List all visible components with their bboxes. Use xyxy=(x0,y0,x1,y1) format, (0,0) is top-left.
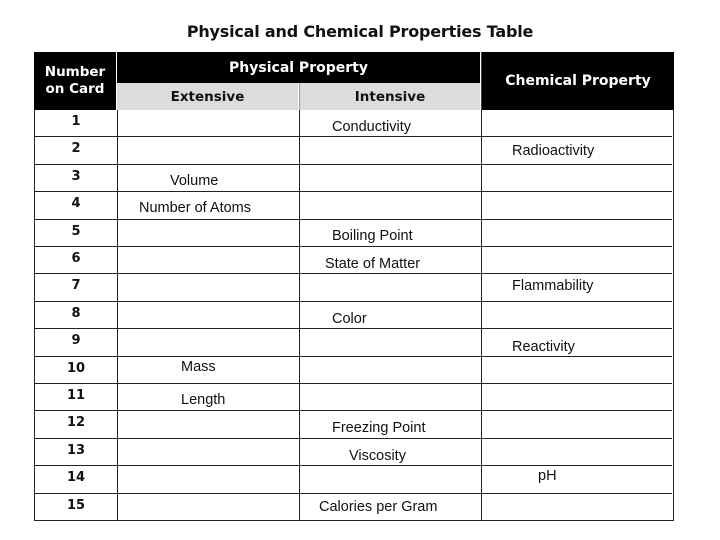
header-extensive-label: Extensive xyxy=(170,88,245,105)
cell-intensive xyxy=(299,439,481,465)
cell-intensive-value: State of Matter xyxy=(325,256,421,272)
cell-intensive xyxy=(299,302,481,328)
cell-intensive-value: Color xyxy=(332,310,367,327)
cell-intensive xyxy=(299,110,481,136)
card-number: 5 xyxy=(71,223,81,239)
cell-intensive xyxy=(299,411,481,437)
header-intensive-label: Intensive xyxy=(354,88,426,105)
cell-extensive xyxy=(117,439,299,465)
cell-extensive xyxy=(117,494,299,521)
cell-chemical xyxy=(481,357,672,383)
card-number: 12 xyxy=(66,415,86,431)
card-number: 14 xyxy=(66,470,86,486)
cell-extensive-value: Volume xyxy=(170,172,219,189)
cell-intensive-value: Freezing Point xyxy=(332,420,426,437)
cell-intensive xyxy=(299,165,481,191)
card-number: 8 xyxy=(71,305,81,321)
table-row xyxy=(35,494,672,521)
header-intensive xyxy=(299,83,480,110)
card-number: 6 xyxy=(71,251,81,266)
table-row xyxy=(35,411,672,438)
cell-extensive xyxy=(117,466,299,492)
table-row xyxy=(35,329,672,356)
cell-chemical-value: pH xyxy=(538,468,557,485)
cell-intensive xyxy=(299,220,481,246)
cell-extensive xyxy=(117,302,299,328)
cell-intensive xyxy=(299,357,481,383)
card-number: 13 xyxy=(66,442,86,458)
cell-extensive xyxy=(117,411,299,437)
table-row xyxy=(35,466,672,493)
table-row xyxy=(35,192,672,219)
cell-intensive xyxy=(299,384,481,410)
cell-chemical xyxy=(481,220,672,246)
table-row xyxy=(35,384,672,411)
cell-chemical xyxy=(481,165,672,191)
table-body xyxy=(34,110,674,521)
cell-extensive xyxy=(117,192,299,218)
table-row xyxy=(35,302,672,329)
table-row xyxy=(35,165,672,192)
cell-chemical-value: Flammability xyxy=(512,278,594,295)
cell-intensive xyxy=(299,329,481,355)
cell-extensive xyxy=(117,384,299,410)
header-number-label: Number on Card xyxy=(44,64,106,97)
properties-table xyxy=(34,52,674,521)
card-number: 15 xyxy=(66,497,86,513)
cell-extensive-value: Number of Atoms xyxy=(139,200,252,217)
cell-extensive xyxy=(117,220,299,246)
header-extensive xyxy=(117,83,298,110)
cell-extensive-value: Mass xyxy=(181,358,216,375)
cell-intensive xyxy=(299,494,481,521)
cell-chemical xyxy=(481,247,672,273)
cell-extensive xyxy=(117,329,299,355)
cell-chemical xyxy=(481,494,672,521)
cell-intensive xyxy=(299,274,481,300)
card-number: 1 xyxy=(71,114,81,129)
cell-intensive-value: Conductivity xyxy=(332,119,411,135)
table-row xyxy=(35,137,672,164)
cell-extensive xyxy=(117,137,299,163)
cell-chemical xyxy=(481,384,672,410)
header-physical-property xyxy=(117,52,480,83)
cell-intensive-value: Calories per Gram xyxy=(319,498,438,515)
cell-extensive xyxy=(117,274,299,300)
cell-intensive xyxy=(299,466,481,492)
table-row xyxy=(35,357,672,384)
card-number: 2 xyxy=(71,141,81,157)
cell-chemical xyxy=(481,411,672,437)
cell-intensive xyxy=(299,192,481,218)
cell-chemical xyxy=(481,110,672,136)
cell-chemical xyxy=(481,329,672,355)
card-number: 3 xyxy=(71,168,81,184)
table-row xyxy=(35,439,672,466)
header-physical-label: Physical Property xyxy=(229,59,368,76)
cell-intensive xyxy=(299,247,481,273)
cell-extensive xyxy=(117,110,299,136)
header-chemical-label: Chemical Property xyxy=(505,73,651,89)
cell-extensive xyxy=(117,357,299,383)
cell-chemical-value: Reactivity xyxy=(512,339,575,356)
cell-chemical xyxy=(481,302,672,328)
cell-extensive xyxy=(117,247,299,273)
card-number: 7 xyxy=(71,278,81,294)
header-chemical-property xyxy=(481,52,674,110)
page-title: Physical and Chemical Properties Table xyxy=(186,22,534,41)
cell-chemical xyxy=(481,192,672,218)
cell-chemical xyxy=(481,137,672,163)
table-row xyxy=(35,220,672,247)
card-number: 9 xyxy=(71,333,81,349)
cell-chemical-value: Radioactivity xyxy=(512,143,595,160)
card-number: 4 xyxy=(71,196,81,212)
table-row xyxy=(35,110,672,137)
header-number-on-card xyxy=(34,52,116,110)
cell-intensive-value: Viscosity xyxy=(349,447,406,464)
cell-chemical xyxy=(481,439,672,465)
cell-intensive xyxy=(299,137,481,163)
cell-chemical xyxy=(481,466,672,492)
cell-chemical xyxy=(481,274,672,300)
card-number: 11 xyxy=(66,388,86,403)
table-row xyxy=(35,274,672,301)
cell-extensive xyxy=(117,165,299,191)
table-row xyxy=(35,247,672,274)
card-number: 10 xyxy=(66,360,86,376)
cell-intensive-value: Boiling Point xyxy=(332,227,413,244)
cell-extensive-value: Length xyxy=(181,392,226,408)
